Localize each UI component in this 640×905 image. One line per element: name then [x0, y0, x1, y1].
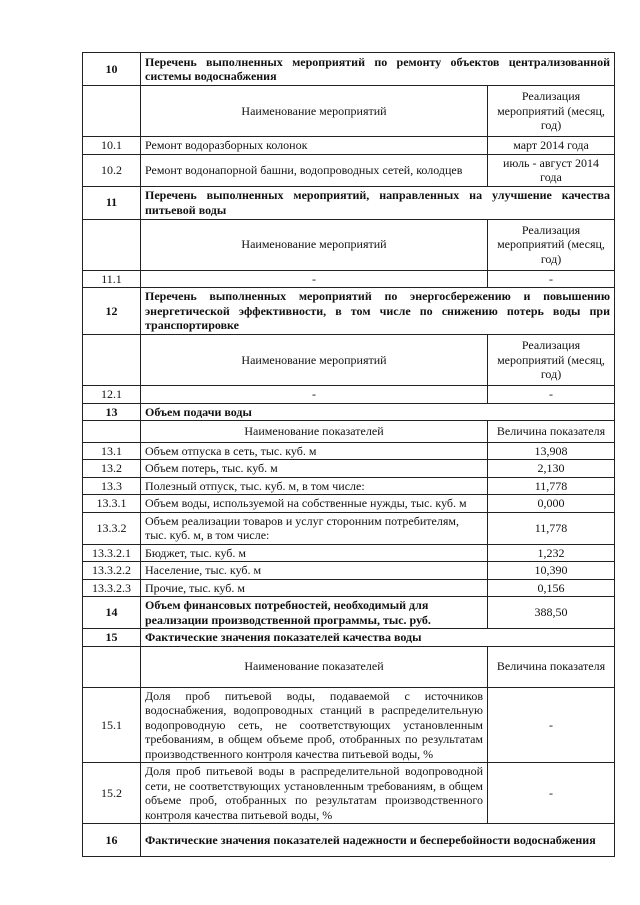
section-title: Объем финансовых потребностей, необходимый для реализации производственной программы, тыс. руб.	[141, 597, 488, 629]
row-number: 15.2	[83, 763, 141, 824]
section-title: Перечень выполненных мероприятий по ремонту объектов централизованной системы водоснабжения	[141, 53, 615, 86]
row-name: -	[141, 386, 488, 404]
table-row	[83, 512, 615, 544]
table-row	[83, 763, 615, 824]
row-number: 13.3.2.3	[83, 579, 141, 597]
row-number: 12.1	[83, 386, 141, 404]
section-title: Фактические значения показателей качества воды	[141, 629, 615, 647]
column-header-name: Наименование мероприятий	[141, 335, 488, 386]
row-value: 13,908	[488, 442, 615, 460]
section-number: 11	[83, 186, 141, 219]
section-number: 14	[83, 597, 141, 629]
row-name: Полезный отпуск, тыс. куб. м, в том числе:	[141, 477, 488, 495]
row-value: 10,390	[488, 562, 615, 580]
document-page	[82, 52, 614, 857]
row-name: Бюджет, тыс. куб. м	[141, 544, 488, 562]
section-title: Фактические значения показателей надежности и бесперебойности водоснабжения	[141, 824, 615, 857]
column-header-value: Величина показателя	[488, 646, 615, 687]
table-row	[83, 562, 615, 580]
row-name: Доля проб питьевой воды в распределительной водопроводной сети, не соответствующих установленным требованиям, в общем объеме проб, отобранных по результатам производственного контроля качества питьевой воды, %	[141, 763, 488, 824]
column-header-name: Наименование мероприятий	[141, 219, 488, 270]
table-row	[83, 687, 615, 763]
row-name: Доля проб питьевой воды, подаваемой с источников водоснабжения, водопроводных станций в распределительную водопроводную сеть, не соответствующих установленным требованиям, в общем объеме проб, отобранных по результатам производственного контроля качества питьевой воды, %	[141, 687, 488, 763]
section-number: 15	[83, 629, 141, 647]
table-row	[83, 270, 615, 288]
row-value: -	[488, 687, 615, 763]
section-13-header	[83, 403, 615, 421]
row-value: 388,50	[488, 597, 615, 629]
row-value: -	[488, 270, 615, 288]
column-header-implementation: Реализация мероприятий (месяц, год)	[488, 219, 615, 270]
row-name: Ремонт водонапорной башни, водопроводных сетей, колодцев	[141, 154, 488, 186]
section-number: 13	[83, 403, 141, 421]
column-header-name: Наименование мероприятий	[141, 86, 488, 137]
table-row	[83, 544, 615, 562]
row-name: -	[141, 270, 488, 288]
section-title: Перечень выполненных мероприятий по энергосбережению и повышению энергетической эффективности, в том числе по снижению потерь воды при транспортировке	[141, 288, 615, 335]
table-row	[83, 477, 615, 495]
table-row	[83, 495, 615, 513]
section-16-header	[83, 824, 615, 857]
section-number: 16	[83, 824, 141, 857]
section-11-header	[83, 186, 615, 219]
section-title: Перечень выполненных мероприятий, направленных на улучшение качества питьевой воды	[141, 186, 615, 219]
section-14-row	[83, 597, 615, 629]
column-header-name: Наименование показателей	[141, 646, 488, 687]
table-row	[83, 154, 615, 186]
section-title: Объем подачи воды	[141, 403, 615, 421]
row-number: 13.2	[83, 460, 141, 478]
row-name: Прочие, тыс. куб. м	[141, 579, 488, 597]
section-15-header	[83, 629, 615, 647]
row-name: Население, тыс. куб. м	[141, 562, 488, 580]
row-number: 13.3	[83, 477, 141, 495]
column-header-row	[83, 646, 615, 687]
row-value: 11,778	[488, 477, 615, 495]
row-value: -	[488, 763, 615, 824]
program-report-table	[82, 52, 615, 857]
row-value: 2,130	[488, 460, 615, 478]
row-number: 15.1	[83, 687, 141, 763]
row-value: 1,232	[488, 544, 615, 562]
table-row	[83, 137, 615, 155]
column-header-name: Наименование показателей	[141, 421, 488, 443]
table-row	[83, 442, 615, 460]
section-number: 10	[83, 53, 141, 86]
row-name: Объем воды, используемой на собственные нужды, тыс. куб. м	[141, 495, 488, 513]
row-number: 10.1	[83, 137, 141, 155]
column-header-row	[83, 219, 615, 270]
column-header-row	[83, 86, 615, 137]
row-value: 11,778	[488, 512, 615, 544]
section-12-header	[83, 288, 615, 335]
row-name: Объем потерь, тыс. куб. м	[141, 460, 488, 478]
column-header-row	[83, 335, 615, 386]
column-header-implementation: Реализация мероприятий (месяц, год)	[488, 335, 615, 386]
row-name: Ремонт водоразборных колонок	[141, 137, 488, 155]
row-number: 13.3.2.1	[83, 544, 141, 562]
table-row	[83, 386, 615, 404]
row-number: 11.1	[83, 270, 141, 288]
row-number: 13.3.2	[83, 512, 141, 544]
table-row	[83, 460, 615, 478]
row-value: июль - август 2014 года	[488, 154, 615, 186]
row-value: -	[488, 386, 615, 404]
table-row	[83, 579, 615, 597]
column-header-row	[83, 421, 615, 443]
row-value: 0,156	[488, 579, 615, 597]
section-number: 12	[83, 288, 141, 335]
row-value: март 2014 года	[488, 137, 615, 155]
row-number: 10.2	[83, 154, 141, 186]
column-header-implementation: Реализация мероприятий (месяц, год)	[488, 86, 615, 137]
section-10-header	[83, 53, 615, 86]
row-name: Объем реализации товаров и услуг сторонним потребителям, тыс. куб. м, в том числе:	[141, 512, 488, 544]
row-value: 0,000	[488, 495, 615, 513]
column-header-value: Величина показателя	[488, 421, 615, 443]
row-number: 13.1	[83, 442, 141, 460]
row-number: 13.3.2.2	[83, 562, 141, 580]
row-name: Объем отпуска в сеть, тыс. куб. м	[141, 442, 488, 460]
row-number: 13.3.1	[83, 495, 141, 513]
